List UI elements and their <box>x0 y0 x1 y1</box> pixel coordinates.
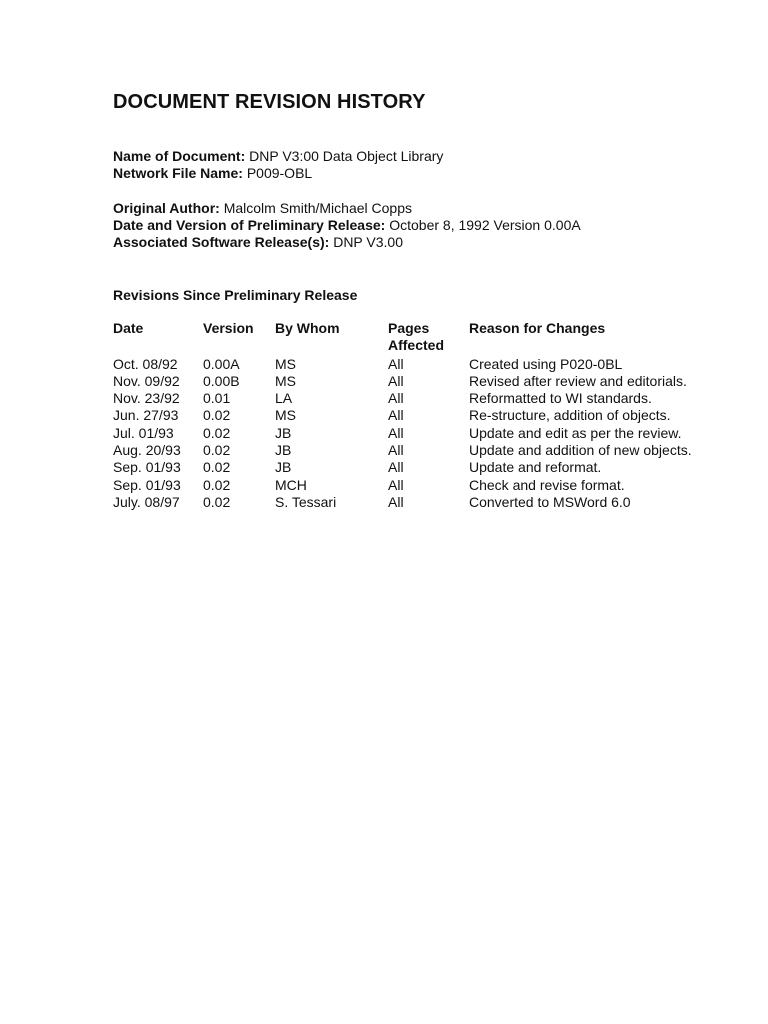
table-row <box>113 459 729 476</box>
row-pages: All <box>388 493 404 510</box>
row-reason: Update and edit as per the review. <box>469 424 682 441</box>
header-pages-affected <box>388 320 469 356</box>
original-author-label: Original Author: <box>113 200 220 216</box>
row-reason: Reformatted to WI standards. <box>469 390 652 407</box>
row-version: 0.02 <box>203 442 231 459</box>
original-author-line <box>113 200 733 217</box>
preliminary-release-label: Date and Version of Preliminary Release: <box>113 217 386 233</box>
revision-table-header-row <box>113 320 729 356</box>
row-reason: Created using P020-0BL <box>469 355 623 372</box>
row-reason: Re-structure, addition of objects. <box>469 407 671 424</box>
table-row <box>113 442 729 459</box>
software-release-line <box>113 234 733 251</box>
table-row <box>113 425 729 442</box>
row-by-whom: LA <box>275 390 293 407</box>
preliminary-release-value: October 8, 1992 Version 0.00A <box>389 217 581 233</box>
row-pages: All <box>388 459 404 476</box>
row-by-whom: JB <box>275 442 292 459</box>
name-of-document-label: Name of Document: <box>113 148 246 164</box>
header-version: Version <box>203 320 254 336</box>
row-date: Jul. 01/93 <box>113 424 174 441</box>
row-reason: Converted to MSWord 6.0 <box>469 493 631 510</box>
row-pages: All <box>388 372 404 389</box>
table-row <box>113 407 729 424</box>
header-pages-line2: Affected <box>388 337 445 354</box>
row-version: 0.02 <box>203 476 231 493</box>
row-pages: All <box>388 407 404 424</box>
table-row <box>113 390 729 407</box>
row-version: 0.02 <box>203 493 231 510</box>
table-row <box>113 373 729 390</box>
row-by-whom: JB <box>275 459 292 476</box>
row-version: 0.02 <box>203 407 231 424</box>
row-reason: Check and revise format. <box>469 476 625 493</box>
row-by-whom: MCH <box>275 476 307 493</box>
row-by-whom: MS <box>275 372 296 389</box>
row-date: Aug. 20/93 <box>113 442 181 459</box>
row-by-whom: JB <box>275 424 292 441</box>
document-title: DOCUMENT REVISION HISTORY <box>113 91 426 113</box>
row-version: 0.02 <box>203 459 231 476</box>
row-pages: All <box>388 355 404 372</box>
network-file-name-value: P009-OBL <box>246 165 313 181</box>
name-of-document-line <box>113 148 733 165</box>
header-pages-line1: Pages <box>388 320 430 336</box>
row-date: July. 08/97 <box>113 493 180 510</box>
row-date: Oct. 08/92 <box>113 355 178 372</box>
row-date: Nov. 23/92 <box>113 390 180 407</box>
row-pages: All <box>388 476 404 493</box>
row-by-whom: MS <box>275 355 296 372</box>
row-version: 0.01 <box>203 390 231 407</box>
row-reason: Revised after review and editorials. <box>469 372 687 389</box>
network-file-name-label: Network File Name: <box>113 165 243 181</box>
row-pages: All <box>388 424 404 441</box>
document-page <box>113 88 733 511</box>
name-of-document-value: DNP V3:00 Data Object Library <box>249 148 444 164</box>
software-release-label: Associated Software Release(s): <box>113 234 330 250</box>
row-by-whom: MS <box>275 407 296 424</box>
row-reason: Update and reformat. <box>469 459 602 476</box>
revision-table <box>113 320 729 511</box>
authorship-block <box>113 200 733 251</box>
document-identity-block <box>113 148 733 182</box>
preliminary-release-line <box>113 217 733 234</box>
table-row <box>113 494 729 511</box>
row-reason: Update and addition of new objects. <box>469 442 692 459</box>
software-release-value: DNP V3.00 <box>333 234 403 250</box>
network-file-name-line <box>113 165 733 182</box>
header-date: Date <box>113 320 144 336</box>
header-by-whom: By Whom <box>275 320 340 336</box>
header-reason: Reason for Changes <box>469 320 606 336</box>
row-version: 0.00B <box>203 372 240 389</box>
row-date: Sep. 01/93 <box>113 459 181 476</box>
row-date: Sep. 01/93 <box>113 476 181 493</box>
revisions-heading: Revisions Since Preliminary Release <box>113 287 358 303</box>
row-version: 0.02 <box>203 424 231 441</box>
row-version: 0.00A <box>203 355 240 372</box>
row-date: Nov. 09/92 <box>113 372 180 389</box>
row-pages: All <box>388 442 404 459</box>
row-date: Jun. 27/93 <box>113 407 179 424</box>
table-row <box>113 356 729 373</box>
table-row <box>113 477 729 494</box>
row-by-whom: S. Tessari <box>275 493 337 510</box>
row-pages: All <box>388 390 404 407</box>
original-author-value: Malcolm Smith/Michael Copps <box>223 200 412 216</box>
